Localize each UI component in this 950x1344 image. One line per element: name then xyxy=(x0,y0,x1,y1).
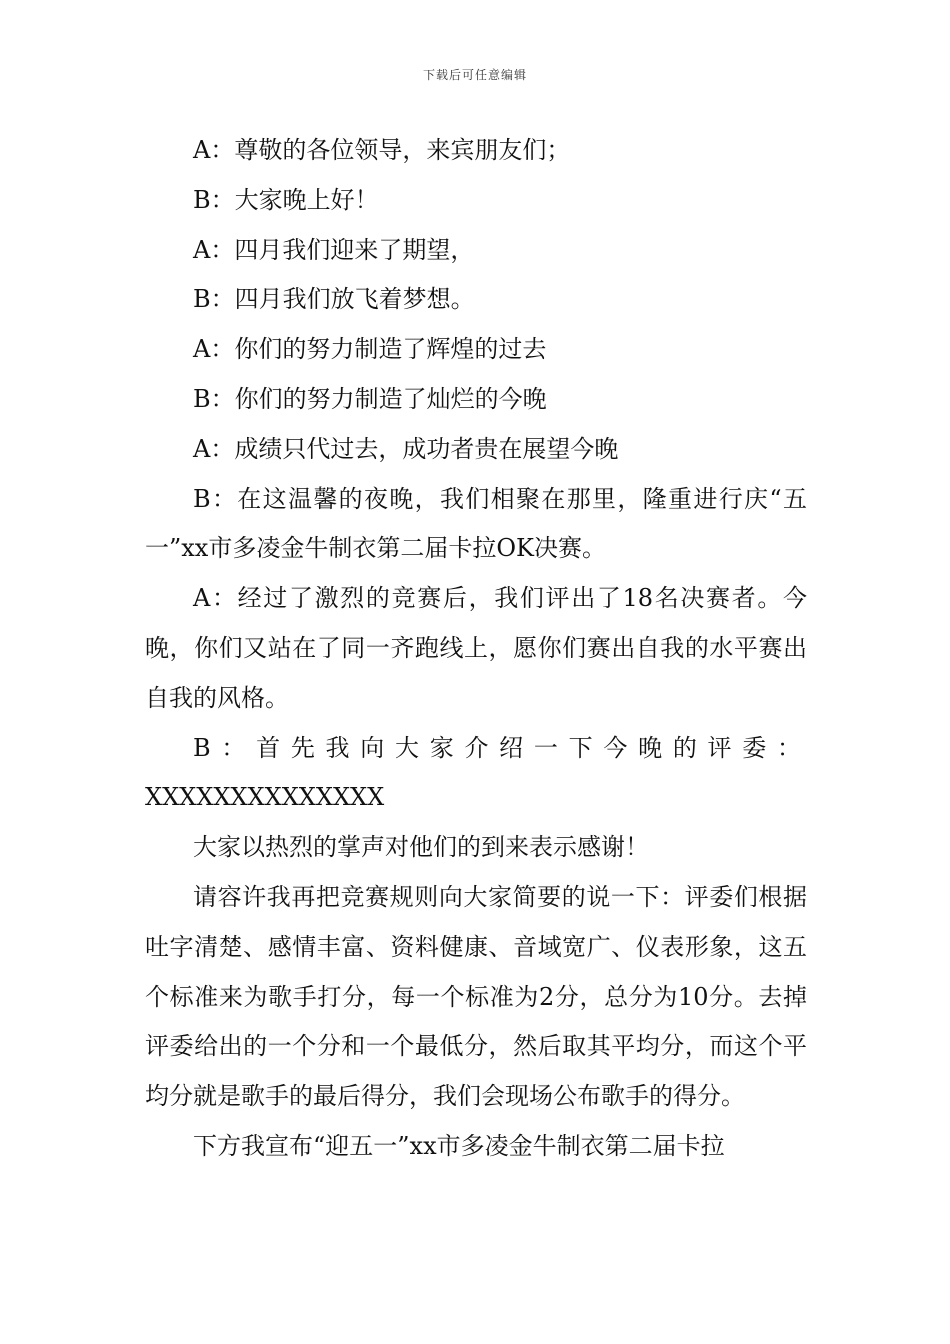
paragraph-rules: 请容许我再把竞赛规则向大家简要的说一下：评委们根据吐字清楚、感情丰富、资料健康、音域宽广、仪表形象，这五个标准来为歌手打分，每一个标准为2分，总分为10分。去掉评委给出的一个分和一个最低分，然后取其平均分，而这个平均分就是歌手的最后得分，我们会现场公布歌手的得分。 xyxy=(145,882,807,1111)
paragraph-applause: 大家以热烈的掌声对他们的到来表示感谢！ xyxy=(193,833,649,862)
paragraph-tonight-splendid: B：你们的努力制造了灿烂的今晚 xyxy=(193,384,547,413)
paragraph-finalists: A：经过了激烈的竞赛后，我们评出了18名决赛者。今晚，你们又站在了同一齐跑线上，愿你们赛出自我的水平赛出自我的风格。 xyxy=(145,584,807,712)
paragraph-greeting-a: A：尊敬的各位领导，来宾朋友们； xyxy=(193,136,571,164)
page-header: 下载后可任意编辑 xyxy=(422,68,527,82)
paragraph-event-announcement: B：在这温馨的夜晚，我们相聚在那里，隆重进行庆“五一”xx市多凌金牛制衣第二届卡拉OK决赛。 xyxy=(145,484,807,563)
paragraph-greeting-b: B：大家晚上好！ xyxy=(193,185,379,214)
paragraph-april-hope: A：四月我们迎来了期望， xyxy=(193,235,475,264)
paragraph-achievements: A：成绩只代过去，成功者贵在展望今晚 xyxy=(193,434,619,463)
paragraph-past-glory: A：你们的努力制造了辉煌的过去 xyxy=(193,335,547,364)
document-body xyxy=(145,126,807,1172)
paragraph-judges-intro: B：首先我向大家介绍一下今晚的评委： xyxy=(193,733,807,762)
paragraph-announcement-start: 下方我宣布“迎五一”xx市多凌金牛制衣第二届卡拉 xyxy=(193,1131,725,1160)
paragraph-april-dream: B：四月我们放飞着梦想。 xyxy=(193,285,475,314)
paragraph-judges-names: XXXXXXXXXXXXXX xyxy=(145,783,385,812)
